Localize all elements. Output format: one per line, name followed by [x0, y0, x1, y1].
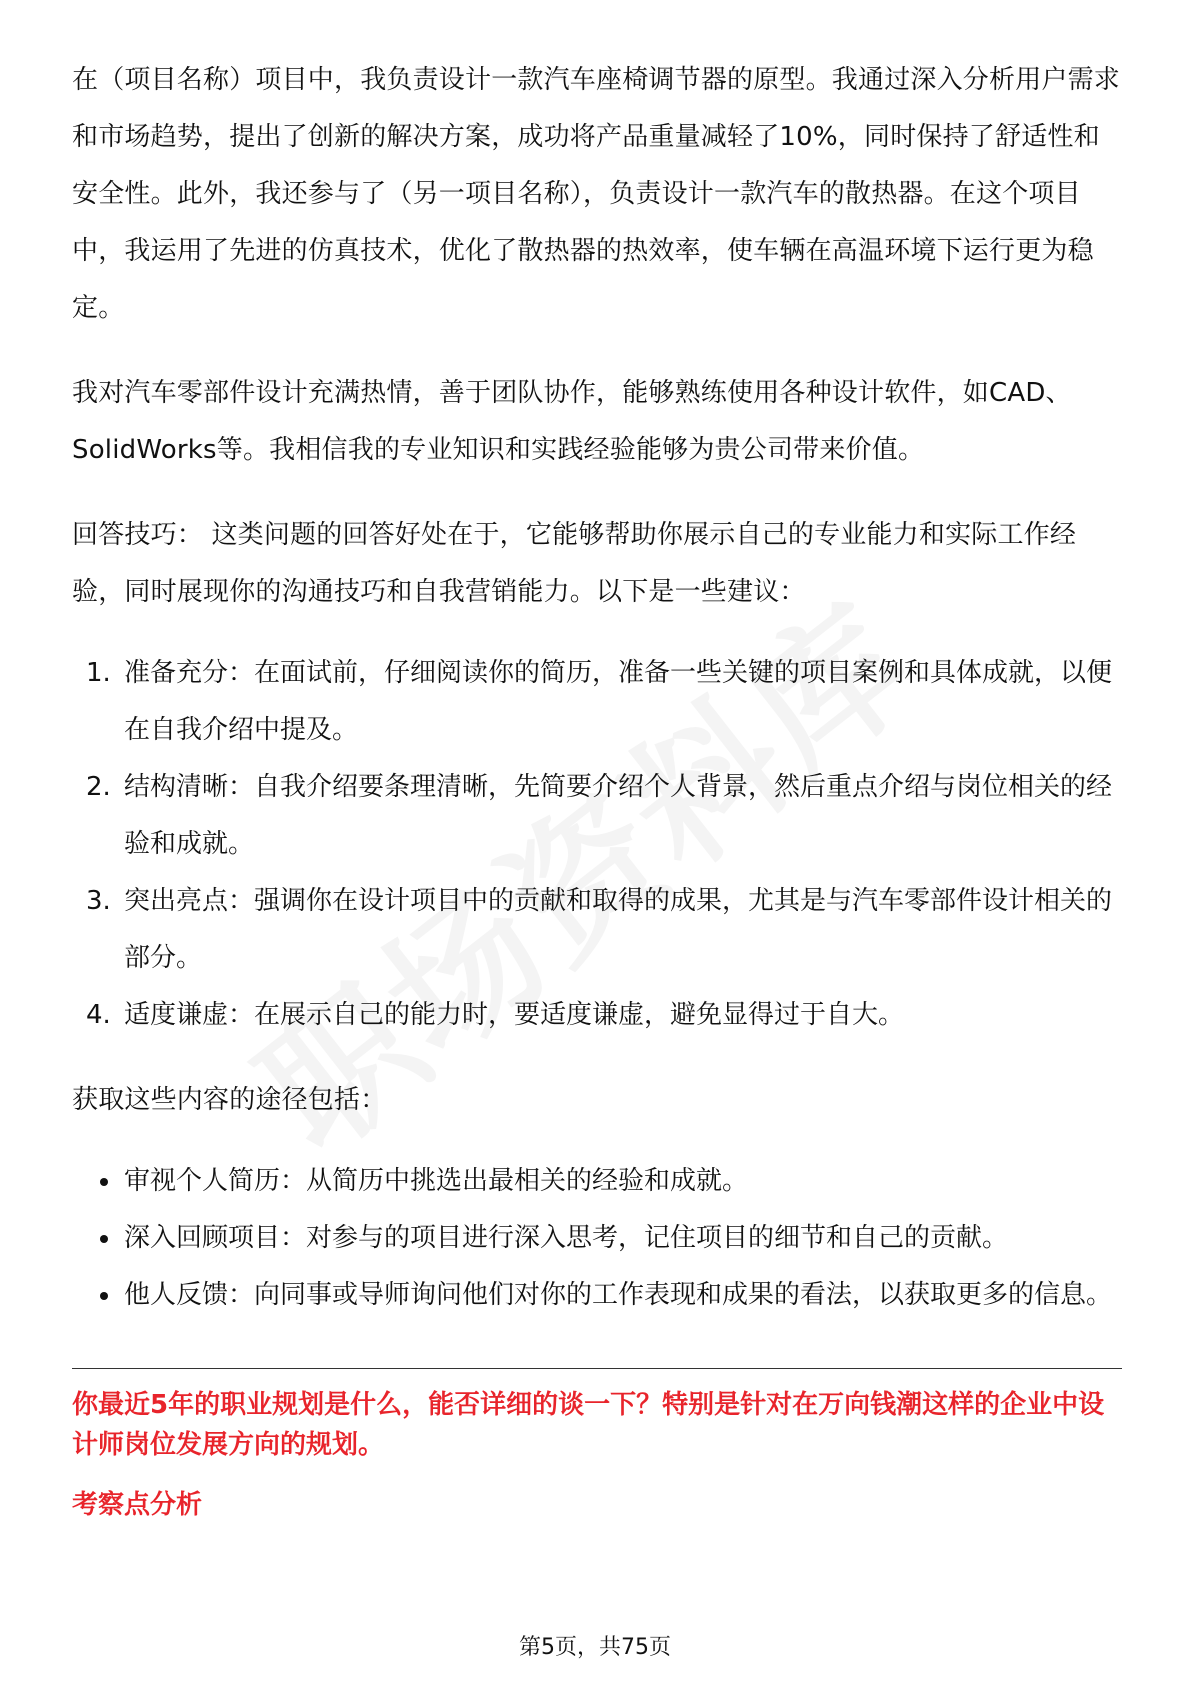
paragraph-passion-skills: 我对汽车零部件设计充满热情，善于团队协作，能够熟练使用各种设计软件，如CAD、SolidWorks等。我相信我的专业知识和实践经验能够为贵公司带来价值。	[72, 378, 1072, 465]
list-item-text: 适度谦虚：在展示自己的能力时，要适度谦虚，避免显得过于自大。	[124, 1000, 905, 1030]
list-number: 4.	[86, 1000, 111, 1030]
list-item	[72, 1210, 1122, 1267]
list-number: 2.	[86, 772, 111, 802]
paragraph-sources-intro: 获取这些内容的途径包括：	[72, 1085, 387, 1115]
list-item-text: 深入回顾项目：对参与的项目进行深入思考，记住项目的细节和自己的贡献。	[124, 1223, 1009, 1253]
list-item	[72, 1153, 1122, 1210]
list-item	[72, 1267, 1122, 1324]
paragraph-project-experience: 在（项目名称）项目中，我负责设计一款汽车座椅调节器的原型。我通过深入分析用户需求和市场趋势，提出了创新的解决方案，成功将产品重量减轻了10%，同时保持了舒适性和安全性。此外，我还参与了（另一项目名称），负责设计一款汽车的散热器。在这个项目中，我运用了先进的仿真技术，优化了散热器的热效率，使车辆在高温环境下运行更为稳定。	[72, 65, 1121, 323]
list-item	[72, 873, 1122, 987]
bullet-icon	[100, 1178, 108, 1186]
paragraph-answer-tips: 回答技巧： 这类问题的回答好处在于，它能够帮助你展示自己的专业能力和实际工作经验，同时展现你的沟通技巧和自我营销能力。以下是一些建议：	[72, 520, 1077, 607]
bullet-icon	[100, 1292, 108, 1300]
interview-question: 你最近5年的职业规划是什么，能否详细的谈一下？特别是针对在万向钱潮这样的企业中设计师岗位发展方向的规划。	[72, 1390, 1105, 1460]
list-item-text: 审视个人简历：从简历中挑选出最相关的经验和成就。	[124, 1166, 749, 1196]
list-item-text: 准备充分：在面试前，仔细阅读你的简历，准备一些关键的项目案例和具体成就，以便在自我介绍中提及。	[124, 658, 1113, 745]
bullet-icon	[100, 1235, 108, 1243]
list-item	[72, 987, 1122, 1044]
list-item-text: 他人反馈：向同事或导师询问他们对你的工作表现和成果的看法，以获取更多的信息。	[124, 1280, 1113, 1310]
list-item	[72, 759, 1122, 873]
section-title: 考察点分析	[72, 1490, 203, 1520]
page-content	[72, 52, 1122, 1525]
list-item-text: 突出亮点：强调你在设计项目中的贡献和取得的成果，尤其是与汽车零部件设计相关的部分。	[124, 886, 1113, 973]
list-item-text: 结构清晰：自我介绍要条理清晰，先简要介绍个人背景，然后重点介绍与岗位相关的经验和成就。	[124, 772, 1113, 859]
list-number: 3.	[86, 886, 111, 916]
page-number: 第5页，共75页	[519, 1635, 671, 1660]
tips-list	[72, 645, 1122, 1044]
list-number: 1.	[86, 658, 111, 688]
sources-list	[72, 1153, 1122, 1324]
list-item	[72, 645, 1122, 759]
section-divider	[72, 1368, 1122, 1369]
